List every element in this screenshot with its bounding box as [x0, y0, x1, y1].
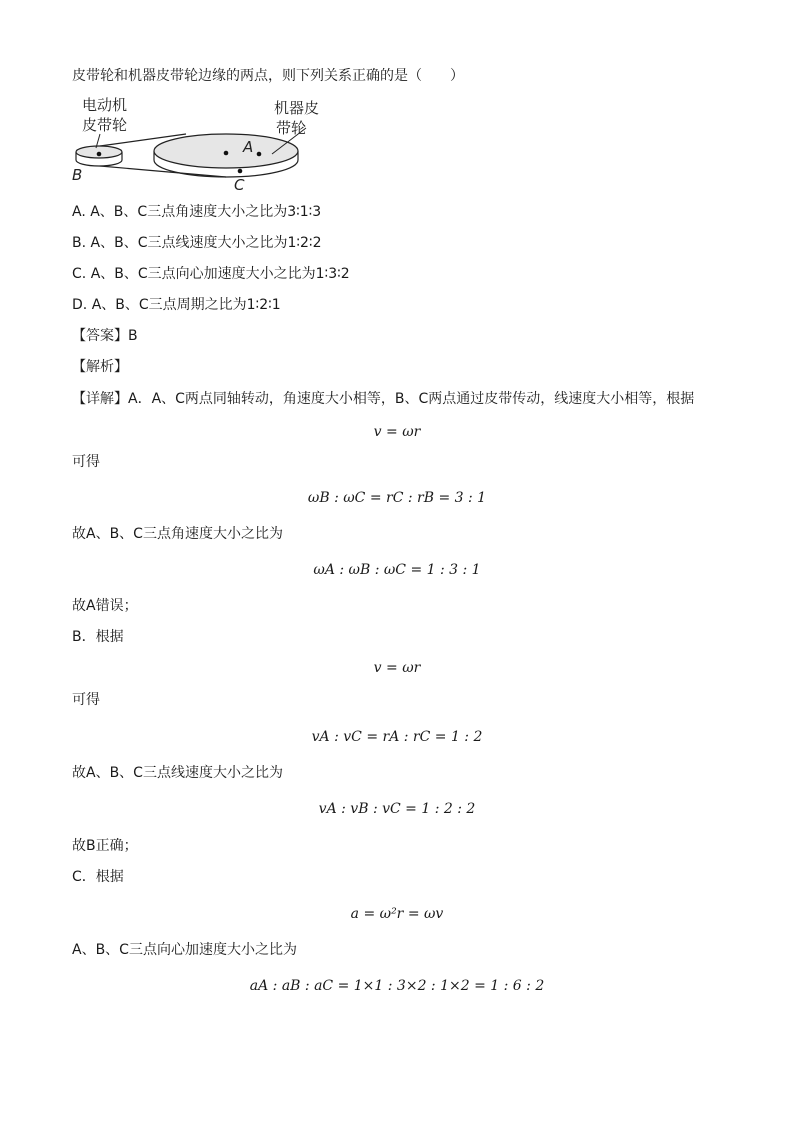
text-keyi-2: 可得	[72, 692, 100, 708]
option-d-text: A、B、C三点周期之比为1∶2∶1	[91, 297, 281, 313]
point-machine-center	[224, 151, 229, 156]
machine-label-line1: 机器皮	[274, 99, 320, 117]
text-gu-1: 故A、B、C三点角速度大小之比为	[72, 526, 283, 542]
option-a[interactable]	[72, 202, 321, 222]
text-b-correct: 故B正确；	[72, 838, 138, 854]
text-keyi-1: 可得	[72, 454, 100, 470]
question-intro: 皮带轮和机器皮带轮边缘的两点，则下列关系正确的是（ ）	[72, 68, 464, 84]
option-b[interactable]	[72, 233, 321, 253]
equation-8: aA : aB : aC = 1×1 : 3×2 : 1×2 = 1 : 6 : 2	[249, 978, 545, 994]
text-gu-2: 故A、B、C三点线速度大小之比为	[72, 765, 283, 781]
point-a-dot	[257, 152, 262, 157]
point-b-label: B	[72, 166, 83, 184]
point-c-label: C	[234, 176, 245, 194]
option-a-prefix: A.	[72, 204, 91, 220]
detail-tag: 【详解】	[72, 391, 128, 407]
text-c-basis: C．根据	[72, 869, 124, 885]
equation-2: ωB : ωC = rC : rB = 3 : 1	[307, 490, 487, 506]
equation-3: ωA : ωB : ωC = 1 : 3 : 1	[313, 562, 481, 578]
option-b-text: A、B、C三点线速度大小之比为1∶2∶2	[90, 235, 322, 251]
detail-text-1: A．A、C两点同轴转动，角速度大小相等，B、C两点通过皮带传动，线速度大小相等，根据	[128, 391, 695, 407]
answer-line	[72, 326, 138, 346]
equation-1: v = ωr	[373, 424, 421, 440]
text-a-wrong: 故A错误；	[72, 598, 138, 614]
point-c-dot	[238, 169, 243, 174]
option-d-prefix: D.	[72, 297, 92, 313]
point-motor-center	[97, 152, 102, 157]
option-c[interactable]	[72, 264, 350, 284]
motor-label-line1: 电动机	[82, 96, 128, 114]
analysis-tag: 【解析】	[72, 359, 128, 375]
equation-7: a = ω²r = ωv	[350, 906, 444, 922]
motor-label-line2: 皮带轮	[82, 116, 128, 134]
option-d[interactable]	[72, 295, 281, 315]
text-b-basis: B．根据	[72, 629, 124, 645]
detail-line1	[72, 389, 694, 409]
option-c-text: A、B、C三点向心加速度大小之比为1∶3∶2	[90, 266, 350, 282]
option-b-prefix: B.	[72, 235, 91, 251]
text-c-ratio: A、B、C三点向心加速度大小之比为	[72, 942, 297, 958]
equation-4: v = ωr	[373, 660, 421, 676]
belt-pulley-figure	[66, 94, 346, 194]
answer-value: B	[128, 328, 138, 344]
option-a-text: A、B、C三点角速度大小之比为3∶1∶3	[90, 204, 322, 220]
equation-6: vA : vB : vC = 1 : 2 : 2	[318, 801, 476, 817]
answer-tag: 【答案】	[72, 328, 128, 344]
machine-label-line2: 带轮	[276, 119, 307, 137]
point-a-label: A	[243, 138, 254, 156]
equation-5: vA : vC = rA : rC = 1 : 2	[311, 729, 483, 745]
option-c-prefix: C.	[72, 266, 91, 282]
